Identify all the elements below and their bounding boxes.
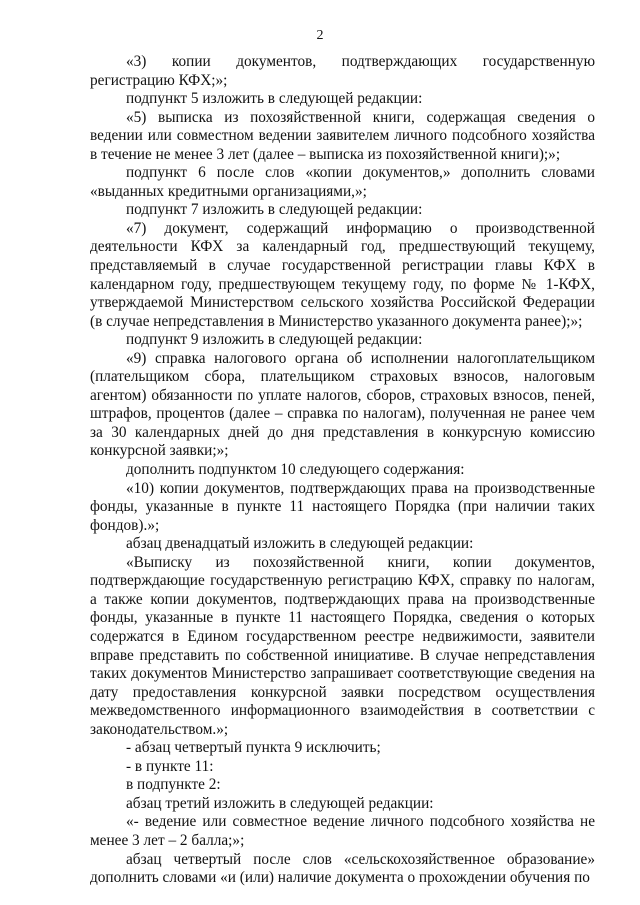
paragraph: подпункт 6 после слов «копии документов,» дополнить словами «выданных кредитными организациями,»; (90, 164, 595, 200)
paragraph: «7) документ, содержащий информацию о производственной деятельности КФХ за календарный год, предшествующий текущему, представляемый в случае государственной регистрации главы КФХ в календарном году, предшествующем текущему году, по форме № 1-КФХ, утверждаемой Министерством сельского хозяйства Российской Федерации (в случае непредставления в Министерство указанного документа ранее);»; (90, 219, 595, 330)
paragraph: подпункт 7 изложить в следующей редакции: (126, 201, 423, 219)
paragraph: - абзац четвертый пункта 9 исключить; (126, 739, 381, 757)
page-number: 2 (316, 28, 324, 43)
paragraph: «5) выписка из похозяйственной книги, содержащая сведения о ведении или совместном ведении заявителем личного подсобного хозяйства в течение не менее 3 лет (далее – выписка из похозяйственной книги);»; (90, 108, 595, 163)
paragraph: дополнить подпунктом 10 следующего содержания: (126, 461, 465, 479)
paragraph: в подпункте 2: (126, 776, 221, 794)
paragraph: «- ведение или совместное ведение личного подсобного хозяйства не менее 3 лет – 2 балла;»; (90, 813, 595, 849)
paragraph: «9) справка налогового органа об исполнении налогоплательщиком (плательщиком сбора, плательщиком страховых взносов, налоговым агентом) обязанности по уплате налогов, сборов, страховых взносов, пеней, штрафов, процентов (далее – справка по налогам), полученная не ранее чем за 30 календарных дней до дня представления в конкурсную комиссию конкурсной заявки;»; (90, 349, 595, 460)
paragraph: абзац третий изложить в следующей редакции: (126, 794, 434, 812)
paragraph: абзац четвертый после слов «сельскохозяйственное образование» дополнить словами «и (или) наличие документа о прохождении обучения по (90, 850, 595, 887)
paragraph: - в пункте 11: (126, 757, 214, 775)
paragraph: подпункт 9 изложить в следующей редакции: (126, 331, 423, 349)
paragraph: «10) копии документов, подтверждающих права на производственные фонды, указанные в пункте 11 настоящего Порядка (при наличии таких фондов).»; (90, 479, 595, 534)
paragraph: «3) копии документов, подтверждающих государственную регистрацию КФХ;»; (90, 53, 595, 89)
paragraph: абзац двенадцатый изложить в следующей редакции: (126, 535, 474, 553)
paragraph: подпункт 5 изложить в следующей редакции: (126, 90, 423, 108)
document-body (90, 53, 595, 888)
paragraph: «Выписку из похозяйственной книги, копии документов, подтверждающие государственную регистрацию КФХ, справку по налогам, а также копии документов, подтверждающих права на производственные фонды, указанные в пункте 11 настоящего Порядка, сведения о которых содержатся в Едином государственном реестре недвижимости, заявители вправе представить по собственной инициативе. В случае непредставления таких документов Министерство запрашивает соответствующие сведения на дату предоставления конкурсной заявки посредством осуществления межведомственного информационного взаимодействия в соответствии с законодательством.»; (90, 553, 595, 738)
